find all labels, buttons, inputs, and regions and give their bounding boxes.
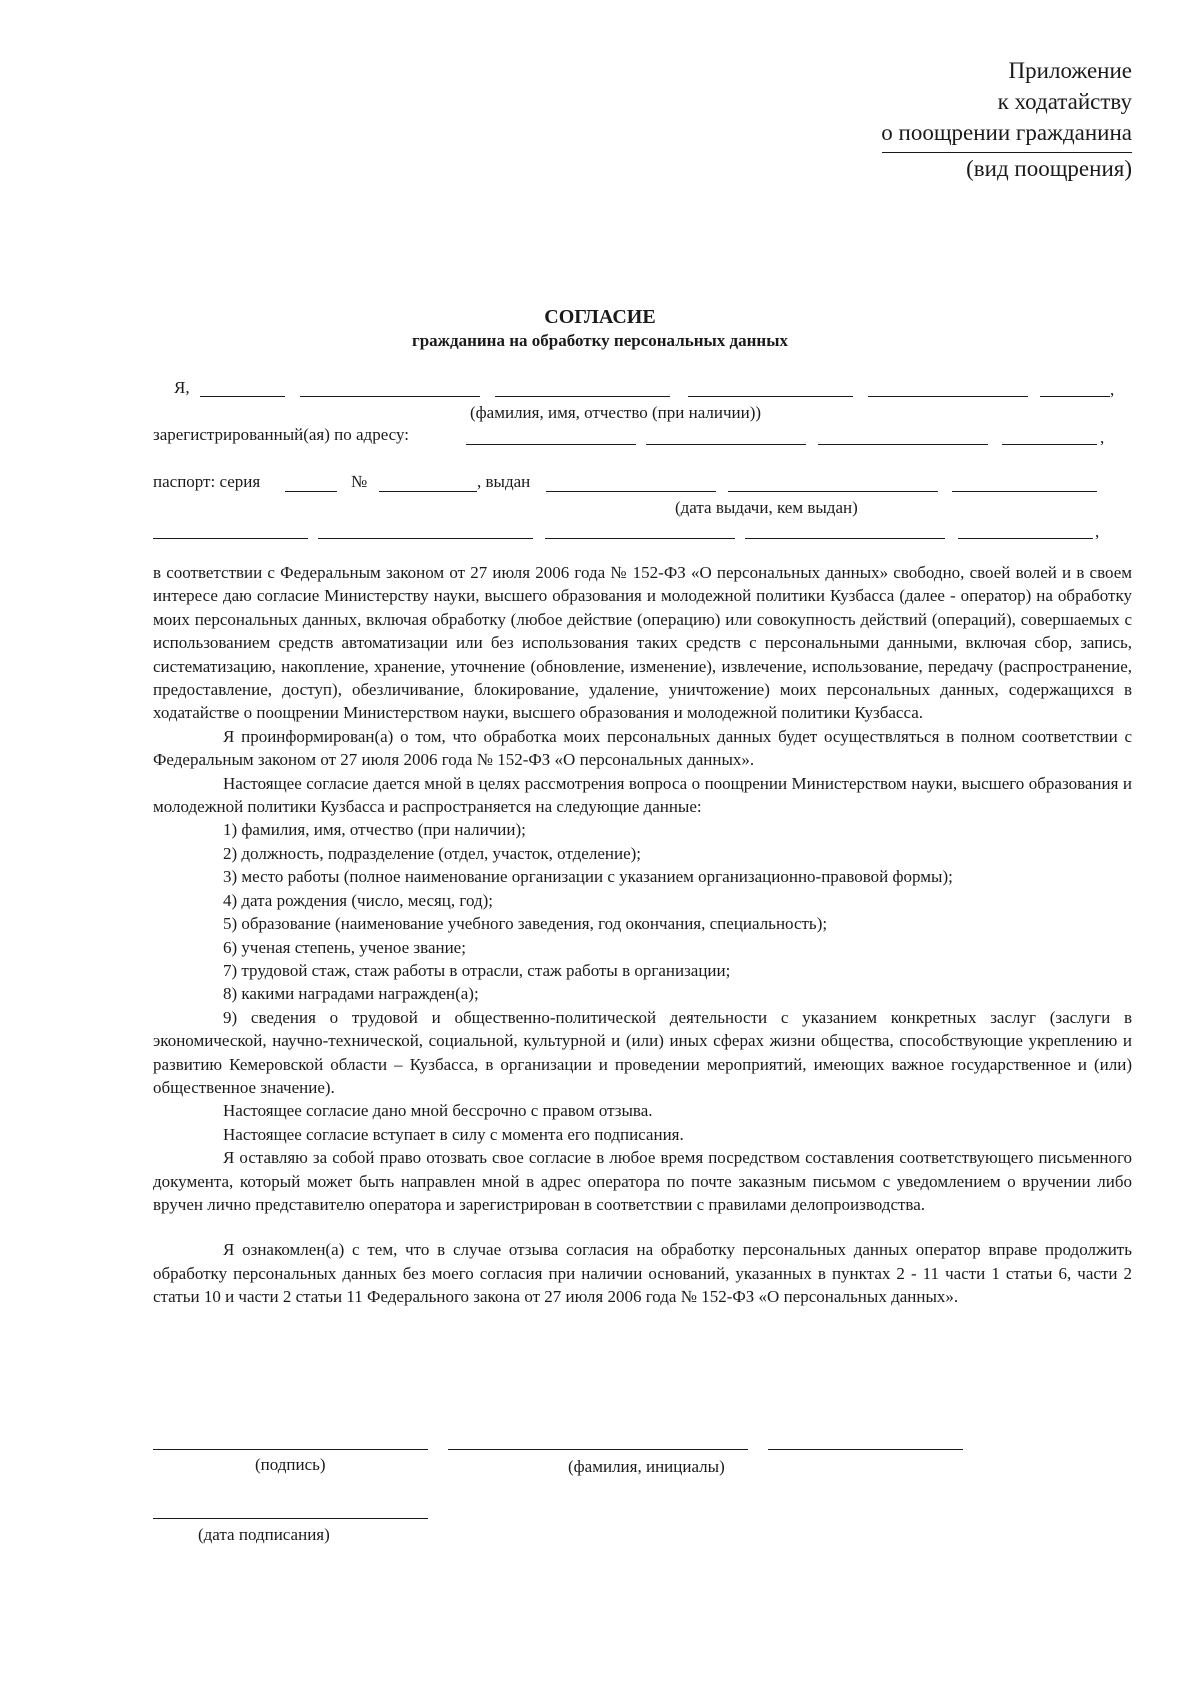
address-label: зарегистрированный(ая) по адресу: [153,425,409,444]
date-caption: (дата подписания) [198,1525,330,1544]
address-blank-2 [646,444,806,445]
address-blank-3 [818,444,988,445]
data-list-item: 7) трудовой стаж, стаж работы в отрасли, стаж работы в организации; [223,960,731,980]
data-list-item: 4) дата рождения (число, месяц, год); [223,890,493,910]
name-comma: , [1110,380,1115,399]
i-label: Я, [174,378,190,397]
passport-series-label: паспорт: серия [153,472,261,491]
signature-caption: (подпись) [255,1455,326,1474]
paragraph-informed: Я проинформирован(а) о том, что обработка моих персональных данных будет осуществляться в полном соответствии с Федеральным законом от 27 июля 2006 года № 152-ФЗ «О персональных данных». [153,726,1132,770]
name-blank-6 [1040,396,1110,397]
data-list-item: 2) должность, подразделение (отдел, участок, отделение); [223,843,641,863]
data-list-item: 9) сведения о трудовой и общественно-политической деятельности с указанием конкретных заслуг (заслуги в экономической, научно-технической, социальной, культурной и (или) иных сферах жизни общества, способствующие укреплению и развитию Кемеровской области – Кузбасса, в организации и проведении мероприятий, имеющих важное государственное и (или) общественное значение). [153,1007,1132,1097]
paragraph-revocation: Я оставляю за собой право отозвать свое согласие в любое время посредством составления соответствующего письменного документа, который может быть направлен мной в адрес оператора по почте заказным письмом с уведомлением о вручении либо вручен лично представителю оператора и зарегистрирован в соответствии с правилами делопроизводства. [153,1148,1132,1214]
appendix-line-3: о поощрении гражданина [881,120,1132,145]
passport-series-blank [285,491,337,492]
fullname-blank-1 [448,1449,748,1450]
data-list-item: 3) место работы (полное наименование организации с указанием организационно-правовой формы); [223,867,953,887]
data-list-item: 6) ученая степень, ученое звание; [223,937,466,957]
cont-blank-4 [745,538,945,539]
cont-blank-3 [545,538,735,539]
fullname-caption: (фамилия, инициалы) [568,1457,725,1476]
data-list-item: 8) какими наградами награжден(а); [223,984,479,1004]
issued-blank-3 [952,491,1097,492]
document-title: СОГЛАСИЕ [544,306,656,328]
appendix-line-1: Приложение [1008,58,1132,83]
address-blank-1 [466,444,636,445]
name-blank-5 [868,396,1028,397]
cont-blank-2 [318,538,533,539]
date-blank [153,1518,428,1519]
award-type-caption: (вид поощрения) [966,156,1132,181]
data-list-item: 5) образование (наименование учебного заведения, год окончания, специальность); [223,914,828,934]
issued-blank-1 [546,491,716,492]
passport-issued-label: , выдан [477,472,531,491]
appendix-header [760,55,1132,184]
cont-blank-1 [153,538,308,539]
paragraph-effective: Настоящее согласие вступает в силу с момента его подписания. [223,1124,684,1144]
paragraph-acknowledgement: Я ознакомлен(а) с тем, что в случае отзыва согласия на обработку персональных данных оператор вправе продолжить обработку персональных данных без моего согласия при наличии оснований, указанных в пунктах 2 - 11 части 1 статьи 6, части 2 статьи 10 и части 2 статьи 11 Федерального закона от 27 июля 2006 года № 152-ФЗ «О персональных данных». [153,1240,1132,1307]
name-blank-1 [200,396,285,397]
data-list-item: 1) фамилия, имя, отчество (при наличии); [223,820,526,840]
name-caption: (фамилия, имя, отчество (при наличии)) [470,403,762,422]
appendix-line-2: к ходатайству [997,89,1132,114]
cont-comma: , [1095,522,1100,541]
passport-number-label: № [351,472,368,491]
signature-blank [153,1449,428,1450]
paragraph-consent-basis: в соответствии с Федеральным законом от 27 июля 2006 года № 152-ФЗ «О персональных данных» свободно, своей волей и в своем интересе даю согласие Министерству науки, высшего образования и молодежной политики Кузбасса (далее - оператор) на обработку моих персональных данных, включая обработку (любое действие (операцию) или совокупность действий (операций), совершаемых с использованием средств автоматизации или без использования таких средств с персональными данными, включая сбор, запись, систематизацию, накопление, хранение, уточнение (обновление, изменение), извлечение, использование, передачу (распространение, предоставление, доступ), обезличивание, блокирование, удаление, уничтожение) моих персональных данных, содержащихся в ходатайстве о поощрении Министерством науки, высшего образования и молодежной политики Кузбасса. [153,563,1132,723]
fullname-blank-2 [768,1449,963,1450]
name-blank-2 [300,396,480,397]
name-blank-3 [495,396,670,397]
name-blank-4 [688,396,853,397]
consent-body [153,561,1132,1309]
issued-caption: (дата выдачи, кем выдан) [675,498,858,517]
document-subtitle: гражданина на обработку персональных данных [411,331,789,350]
passport-number-blank [379,491,477,492]
address-blank-4 [1002,444,1097,445]
paragraph-purpose: Настоящее согласие дается мной в целях рассмотрения вопроса о поощрении Министерством науки, высшего образования и молодежной политики Кузбасса и распространяется на следующие данные: [153,773,1132,817]
cont-blank-5 [958,538,1093,539]
paragraph-term: Настоящее согласие дано мной бессрочно с правом отзыва. [223,1101,653,1121]
issued-blank-2 [728,491,938,492]
address-comma: , [1100,428,1105,447]
